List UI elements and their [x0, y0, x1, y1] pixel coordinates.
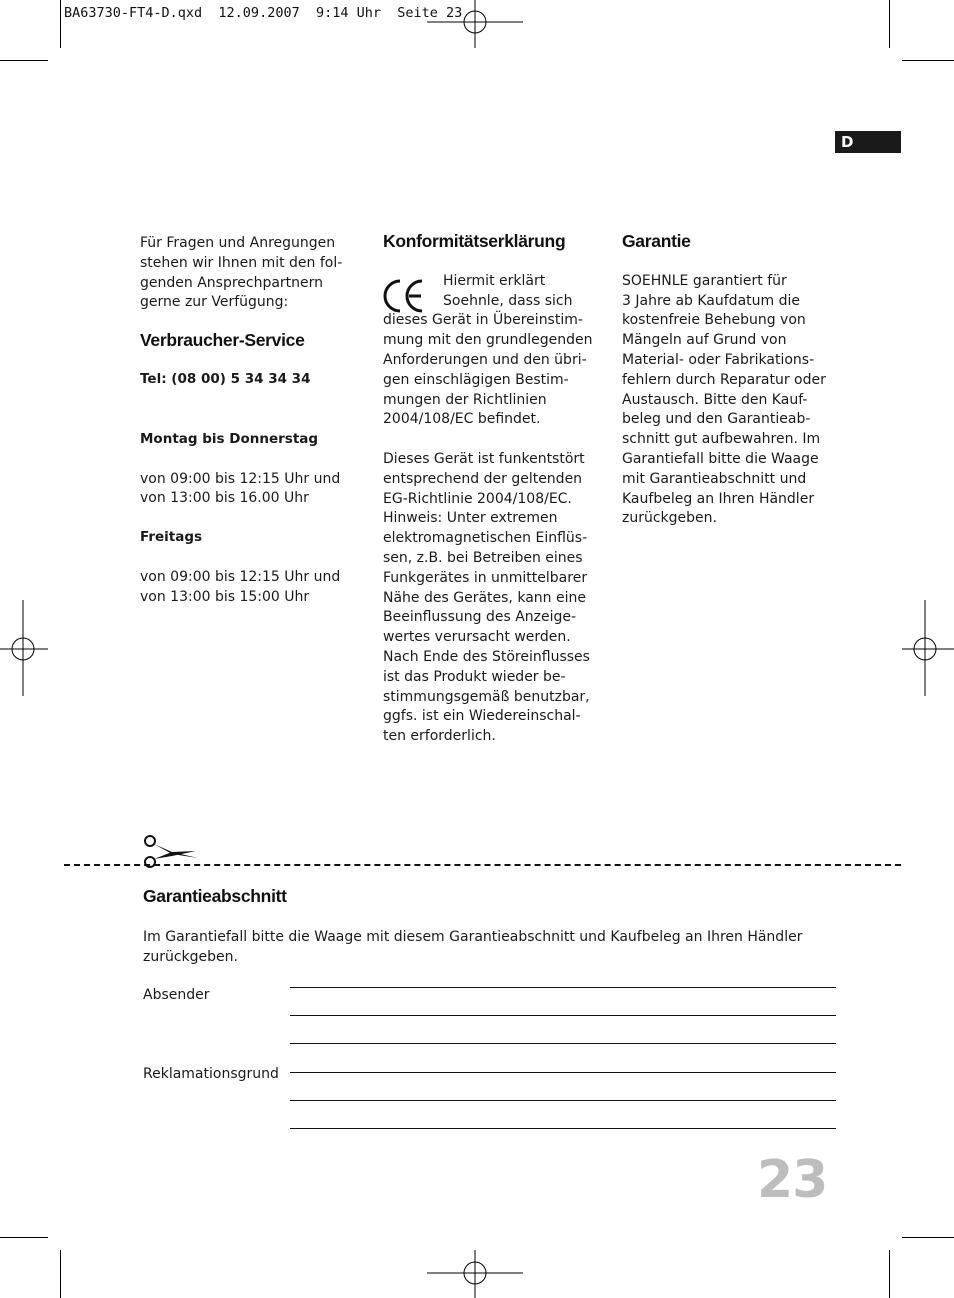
warranty-text: SOEHNLE garantiert für 3 Jahre ab Kaufdatum die kostenfreie Behebung von Mängeln auf Grund von Material- oder Fabrikations- fehlern durch Reparatur oder Austausch. Bitte den Kauf- beleg und den Garantieab- schnitt gut aufbewahren. Im Garantiefall bitte die Waage mit Garantieabschnitt und Kaufbeleg an Ihren Händler zurückgeben.	[622, 272, 826, 527]
registration-mark-left	[0, 600, 48, 696]
friday-hours: von 09:00 bis 12:15 Uhr und von 13:00 bis 15:00 Uhr	[140, 568, 341, 605]
registration-mark-right	[902, 600, 954, 696]
weekday-hours: von 09:00 bis 12:15 Uhr und von 13:00 bis 16.00 Uhr	[140, 470, 341, 507]
coupon-heading: Garantieabschnitt	[143, 886, 287, 906]
coupon-instruction: Im Garantiefall bitte die Waage mit diesem Garantieabschnitt und Kaufbeleg an Ihren Händler zurückgeben.	[143, 929, 803, 965]
conformity-paragraph-2: Dieses Gerät ist funkentstört entsprechend der geltenden EG-Richtlinie 2004/108/EC. Hinweis: Unter extremen elektromagnetischen Einflüs- sen, z.B. bei Betreiben eines Funkgerätes in unmittelbarer Nähe des Gerätes, kann eine Beeinflussung des Anzeige- wertes verursacht werden. Nach Ende des Störeinflusses ist das Produkt wieder be- stimmungsgemäß benutzbar, ggfs. ist ein Wiedereinschal- ten erforderlich.	[383, 450, 590, 745]
cut-line	[64, 864, 901, 866]
conformity-paragraph-1: dieses Gerät in Übereinstim- mung mit den grundlegenden Anforderungen und den übri- gen einschlägigen Bestim- mungen der Richtlinien 2004/108/EC befindet.	[383, 312, 593, 428]
friday-label: Freitags	[140, 529, 203, 546]
reason-line-1[interactable]	[290, 1072, 836, 1073]
consumer-service-heading: Verbraucher-Service	[140, 330, 305, 351]
sender-line-2[interactable]	[290, 1015, 836, 1016]
sender-line-1[interactable]	[290, 987, 836, 988]
conformity-column	[383, 232, 608, 747]
language-tab: D	[835, 131, 901, 153]
reason-line-3[interactable]	[290, 1128, 836, 1129]
file-slug: BA63730-FT4-D.qxd 12.09.2007 9:14 Uhr Seite 23	[64, 5, 463, 21]
ce-mark-icon	[382, 278, 426, 314]
ce-declaration-start: Hiermit erklärt Soehnle, dass sich	[443, 272, 573, 309]
weekday-label: Montag bis Donnerstag	[140, 430, 319, 447]
sender-label: Absender	[143, 987, 210, 1003]
registration-mark-top	[427, 0, 523, 48]
registration-mark-bottom	[427, 1250, 523, 1298]
sender-line-3[interactable]	[290, 1043, 836, 1044]
conformity-heading: Konformitätserklärung	[383, 231, 566, 251]
complaint-reason-label: Reklamationsgrund	[143, 1066, 279, 1082]
contact-intro: Für Fragen und Anregungen stehen wir Ihnen mit den fol- genden Ansprechpartnern gerne zur Verfügung:	[140, 235, 343, 311]
page-number: 23	[757, 1150, 828, 1210]
contact-column	[140, 232, 365, 608]
warranty-column	[622, 232, 842, 529]
reason-line-2[interactable]	[290, 1100, 836, 1101]
phone-number: Tel: (08 00) 5 34 34 34	[140, 370, 311, 387]
warranty-heading: Garantie	[622, 231, 691, 251]
